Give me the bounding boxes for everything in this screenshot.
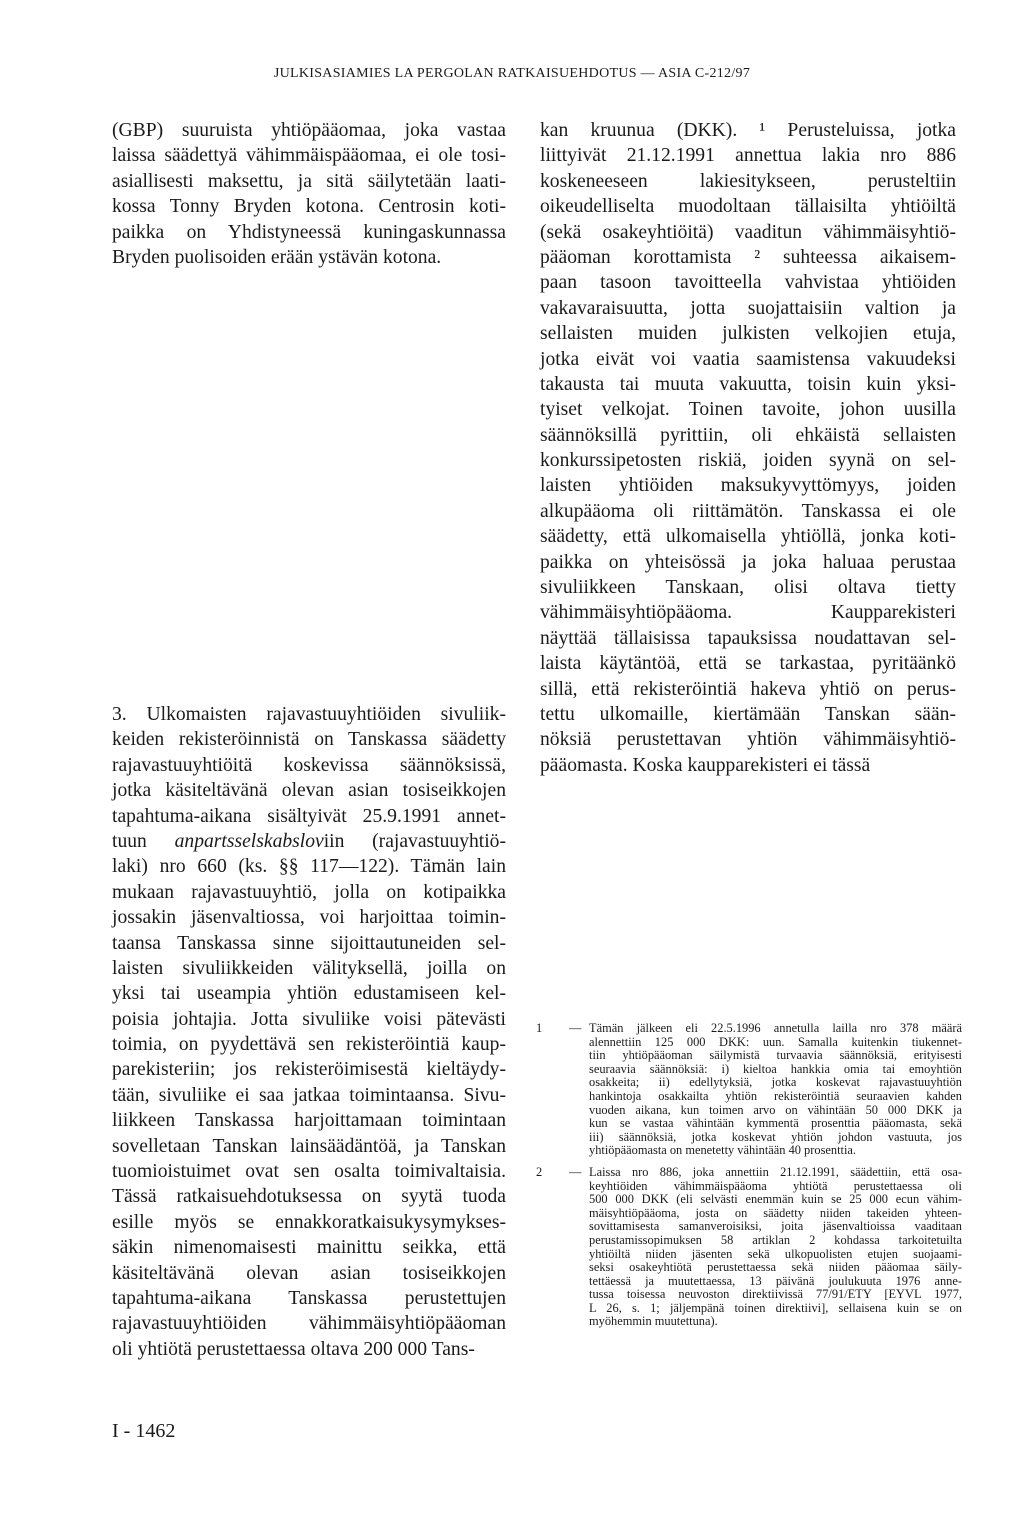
text-line: konkurssipetosten riskiä, joiden syynä on sel- [540, 450, 956, 472]
text-line: tussa toisessa neuvoston direktiivissä 77/91/ETY [EYVL 1977, [589, 1287, 962, 1302]
text-line: yhtiöpääomasta on menetetty vähintään 40 prosenttia. [589, 1143, 857, 1158]
text-line: säkin nimenomaisesti mainittu seikka, että [112, 1237, 506, 1259]
text-line: nöksiä perustettavan yhtiön vähimmäisyhtiö- [540, 729, 956, 751]
text-line: vakavaraisuutta, jotta suojattaisiin valtion ja [540, 297, 956, 319]
footnote-dash: — [569, 1164, 582, 1179]
text-line: yhtiöiltä niiden jäsenten sekä ulkopuolisten etujen suojaami- [589, 1246, 962, 1261]
text-line: kan kruunua (DKK). ¹ Perusteluissa, jotka [540, 120, 956, 141]
footnote-number: 1 [536, 1021, 543, 1035]
text-line: seksi osakeyhtiötä perustettaessa sekä niiden pääomaa säily- [589, 1260, 962, 1275]
text-line: iii) säännöksiä, jotka koskevat yhtiön johdon vastuuta, jos [589, 1129, 962, 1144]
text-line: mukaan rajavastuuyhtiö, jolla on kotipaikka [112, 881, 506, 903]
text-line: jotka eivät voi vaatia saamistensa vakuudeksi [540, 348, 956, 370]
text-line: pääoman korottamista ² suhteessa aikaisem- [540, 246, 956, 268]
text-line: liikkeen Tanskassa harjoittamaan toimintaan [112, 1110, 506, 1132]
text-line: Laissa nro 886, joka annettiin 21.12.1991, säädettiin, että osa- [589, 1164, 962, 1179]
text-line: laisten yhtiöiden maksukyvyttömyys, joiden [540, 475, 956, 497]
text-line: tettäessä ja muutettaessa, 13 päivänä joulukuuta 1976 anne- [589, 1273, 962, 1288]
text-line: kossa Tonny Bryden kotona. Centrosin koti- [112, 196, 506, 218]
text-line: asiallisesti maksettu, ja sitä säilytetään laati- [112, 170, 506, 192]
text-line: tyiset velkojat. Toinen tavoite, johon uusilla [540, 399, 956, 421]
text-line: osakkeita; ii) edellytyksiä, jotka koskevat rajavastuuyhtiön [589, 1075, 962, 1090]
text-line: sovelletaan Tanskan lainsäädäntöä, ja Tanskan [112, 1135, 506, 1157]
text-line: Tässä ratkaisuehdotuksessa on syytä tuoda [112, 1186, 506, 1208]
text-line: poisia johtajia. Jotta sivuliike voisi pätevästi [112, 1008, 506, 1030]
text-line: tuomioistuimet ovat sen osalta toimivaltaisia. [112, 1161, 506, 1183]
footnote-number: 2 [536, 1164, 543, 1179]
footnote-text [589, 1022, 962, 1158]
text-line: rajavastuuyhtiöiden vähimmäisyhtiöpääoman [112, 1313, 506, 1335]
text-line: (sekä osakeyhtiöitä) vaaditun vähimmäisyhtiö- [540, 221, 956, 243]
text-line: tiin yhtiöpääoman säilymistä turvaavia säännöksiä, erityisesti [589, 1048, 962, 1063]
text-line: esille myös se ennakkoratkaisukysymykses- [112, 1211, 506, 1233]
text-line: vuoden aikana, kun toimen arvo on vähintään 50 000 DKK ja [589, 1102, 962, 1117]
page-number: I - 1462 [112, 1420, 176, 1442]
text-line: sivuliikkeen Tanskaan, olisi oltava tietty [540, 577, 956, 599]
text-line: parekisteriin; jos rekisteröimisestä kieltäydy- [112, 1059, 506, 1081]
text-line: tettu ulkomaille, kiertämään Tanskan sään- [540, 703, 956, 725]
left-column [112, 118, 506, 270]
text-line: toimia, on pyydettävä sen rekisteröintiä kaup- [112, 1034, 506, 1056]
text-line: laista käytäntöä, että se tarkastaa, pyritäänkö [540, 653, 956, 675]
text-line: paan tasoon tavoitteella vahvistaa yhtiöiden [540, 272, 956, 294]
text-line: seuraavia säännöksiä: i) kieltoa hankkia omia tai emoyhtiön [589, 1061, 962, 1076]
text-line: jotka käsiteltävänä olevan asian tosiseikkojen [112, 780, 506, 802]
text-line: keyhtiöiden vähimmäispääoma yhtiötä perustettaessa oli [589, 1178, 962, 1193]
footnote-2 [536, 1166, 962, 1329]
text-line: Tämän jälkeen eli 22.5.1996 annetulla lailla nro 378 määrä [589, 1021, 962, 1035]
running-header: JULKISASIAMIES LA PERGOLAN RATKAISUEHDOTUS — ASIA C-212/97 [273, 66, 751, 81]
footnote-1 [536, 1022, 962, 1158]
text-line: oli yhtiötä perustettaessa oltava 200 000 Tans- [112, 1338, 475, 1360]
paragraph-continued [540, 118, 956, 778]
text-line: 500 000 DKK (eli selvästi enemmän kuin se 25 000 ecun vähim- [589, 1192, 962, 1207]
footnote-text [589, 1166, 962, 1329]
text-line: paikka on yhteisössä ja joka haluaa perustaa [540, 551, 956, 573]
text-line: alennettiin 125 000 DKK: uun. Samalla kuitenkin tiukennet- [589, 1034, 962, 1049]
footnotes [536, 1022, 962, 1337]
text-line: tapahtuma-aikana sisältyivät 25.9.1991 annet- [112, 805, 506, 827]
text-line: perustamissopimuksen 58 artiklan 2 kohdassa tarkoitetuilta [589, 1232, 962, 1247]
text-line: tään, sivuliike ei saa jatkaa toimintaansa. Sivu- [112, 1084, 506, 1106]
text-line: Bryden puolisoiden erään ystävän kotona. [112, 246, 442, 268]
text-line: säädetty, että ulkomaisella yhtiöllä, jonka koti- [540, 526, 956, 548]
text-line: jossakin jäsenvaltiossa, voi harjoittaa toimin- [112, 907, 506, 929]
paragraph-intro [112, 118, 506, 270]
text-line: tuun anpartsselskabsloviin (rajavastuuyhtiö- [112, 830, 506, 852]
right-column [540, 118, 956, 778]
text-line: vähimmäisyhtiöpääoma. Kaupparekisteri [540, 602, 956, 624]
text-line: laisten sivuliikkeiden välityksellä, joilla on [112, 957, 506, 979]
text-line: takausta tai muuta vakuutta, toisin kuin yksi- [540, 373, 956, 395]
text-line: säännöksillä pyrittiin, oli ehkäistä sellaisten [540, 424, 956, 446]
text-line: keiden rekisteröinnistä on Tanskassa säädetty [112, 729, 506, 751]
text-line: tapahtuma-aikana Tanskassa perustettujen [112, 1287, 506, 1309]
text-line: laissa säädettyä vähimmäispääomaa, ei ole tosi- [112, 145, 506, 167]
text-line: 3. Ulkomaisten rajavastuuyhtiöiden sivuliik- [112, 704, 506, 725]
text-line: paikka on Yhdistyneessä kuningaskunnassa [112, 221, 506, 243]
text-line: käsiteltävänä olevan asian tosiseikkojen [112, 1262, 506, 1284]
text-line: näyttää tällaisissa tapauksissa noudattavan sel- [540, 627, 956, 649]
left-column-section-3 [112, 702, 506, 1362]
text-line: sellaisten muiden julkisten velkojien etuja, [540, 323, 956, 345]
text-line: hankintoja osakkailta yhtiön rekisteröintiä seuraavien kahden [589, 1088, 962, 1103]
paragraph-section-3 [112, 702, 506, 1362]
text-line: sovittamisesta samanveroisiksi, joita jäsenvaltioissa vaaditaan [589, 1219, 962, 1234]
text-line: sillä, että rekisteröintiä hakeva yhtiö on perus- [540, 678, 956, 700]
text-line: koskeneeseen lakiesitykseen, perusteltiin [540, 170, 956, 192]
text-line: alkupääoma oli riittämätön. Tanskassa ei ole [540, 500, 956, 522]
text-line: laki) nro 660 (ks. §§ 117—122). Tämän lain [112, 856, 506, 878]
text-line: taansa Tanskassa sinne sijoittautuneiden sel- [112, 932, 506, 954]
text-line: (GBP) suuruista yhtiöpääomaa, joka vastaa [112, 120, 506, 141]
text-line: yksi tai useampia yhtiön edustamiseen kel- [112, 983, 506, 1005]
text-line: kun se vastaa vähintään kymmentä prosenttia pääomasta, sekä [589, 1116, 962, 1131]
text-line: mäisyhtiöpääoma, josta on säädetty niiden takeiden yhteen- [589, 1205, 962, 1220]
text-line: oikeudelliselta muodoltaan tällaisilta yhtiöiltä [540, 196, 956, 218]
text-line: liittyivät 21.12.1991 annettua lakia nro 886 [540, 145, 956, 167]
text-line: rajavastuuyhtiöitä koskevissa säännöksissä, [112, 754, 506, 776]
footnote-dash: — [569, 1021, 582, 1035]
text-line: pääomasta. Koska kaupparekisteri ei tässä [540, 754, 871, 776]
text-line: L 26, s. 1; jäljempänä toinen direktiivi], sellaisena kuin se on [589, 1300, 962, 1315]
text-line: myöhemmin muutettuna). [589, 1314, 718, 1329]
